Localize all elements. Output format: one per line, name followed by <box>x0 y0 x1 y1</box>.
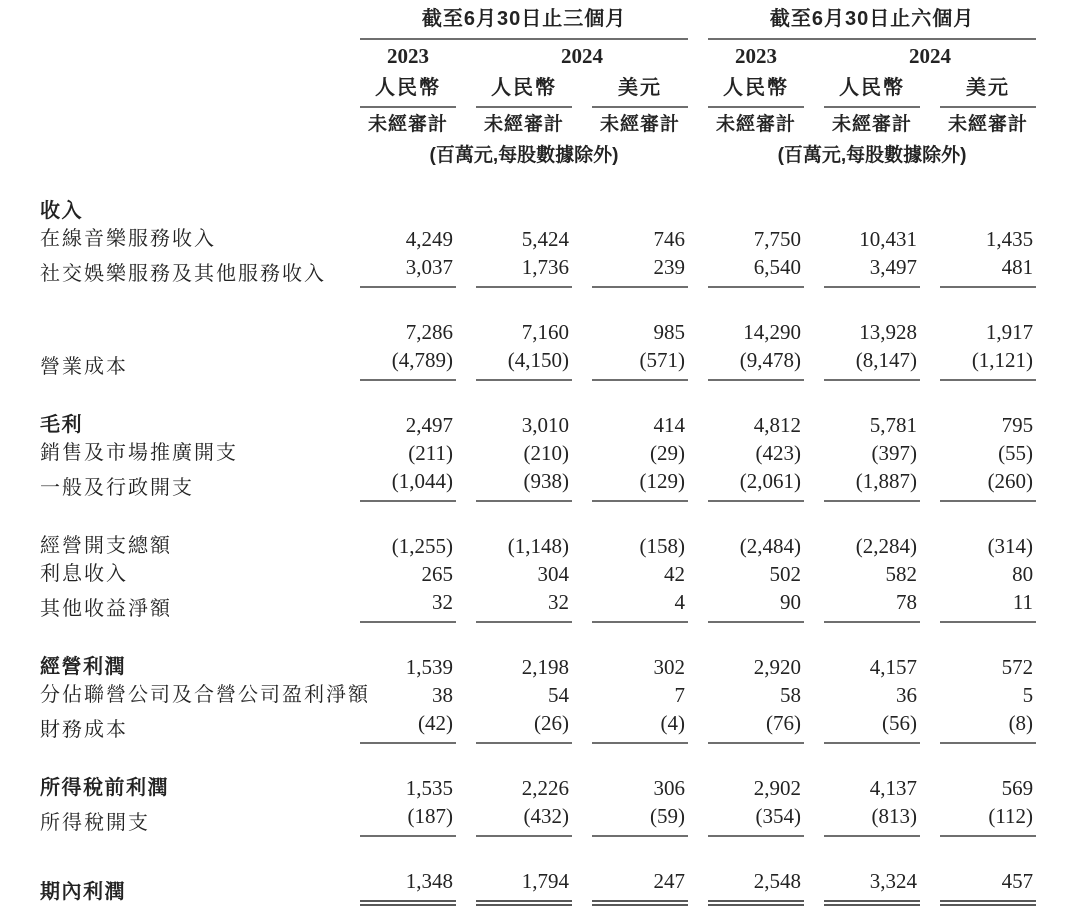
value-cell: 54 <box>548 683 569 707</box>
currency-label: 人民幣 <box>360 73 456 108</box>
table-row <box>40 318 1036 346</box>
value-cell: (432) <box>476 802 572 837</box>
value-cell: 7 <box>674 683 686 707</box>
value-cell: (8,147) <box>824 346 920 381</box>
value-cell: (397) <box>871 441 918 465</box>
value-cell: 78 <box>824 588 920 623</box>
value-cell: 1,535 <box>405 776 453 800</box>
value-cell: (354) <box>708 802 804 837</box>
row-label: 所得稅前利潤 <box>40 777 169 799</box>
header-spacer <box>40 6 340 40</box>
spacer-row <box>40 288 1036 318</box>
period-header-row <box>40 6 1036 40</box>
unit-note-3mo: (百萬元,每股數據除外) <box>429 145 619 166</box>
value-cell: (9,478) <box>708 346 804 381</box>
value-cell: 32 <box>476 588 572 623</box>
period-title-three-months: 截至6月30日止三個月 <box>360 6 688 40</box>
value-cell: (1,044) <box>360 467 456 502</box>
value-cell: (4,789) <box>360 346 456 381</box>
value-cell: 7,160 <box>521 320 569 344</box>
spacer-row <box>40 837 1036 867</box>
value-cell: (211) <box>408 441 453 465</box>
value-cell: 1,736 <box>476 253 572 288</box>
value-cell: 10,431 <box>859 227 918 251</box>
value-cell: (260) <box>940 467 1036 502</box>
value-cell: 247 <box>592 867 688 906</box>
value-cell: (29) <box>650 441 686 465</box>
value-cell: 3,010 <box>521 413 569 437</box>
table-body <box>40 171 1036 906</box>
audit-label: 未經審計 <box>716 114 797 135</box>
value-cell: 457 <box>940 867 1036 906</box>
table-row <box>40 653 1036 681</box>
table-row <box>40 560 1036 588</box>
currency-header-row <box>40 73 1036 108</box>
value-cell: 11 <box>940 588 1036 623</box>
value-cell: (423) <box>755 441 802 465</box>
table-row <box>40 709 1036 744</box>
header-spacer <box>40 141 340 171</box>
value-cell: 306 <box>653 776 686 800</box>
currency-label: 人民幣 <box>476 73 572 108</box>
audit-label: 未經審計 <box>832 114 913 135</box>
value-cell <box>940 197 1036 225</box>
income-statement-table <box>20 6 1056 906</box>
currency-label: 人民幣 <box>824 73 920 108</box>
value-cell: 1,917 <box>985 320 1034 344</box>
value-cell: (187) <box>360 802 456 837</box>
spacer-row <box>40 744 1036 774</box>
value-cell: 14,290 <box>743 320 802 344</box>
table-row <box>40 867 1036 906</box>
value-cell: 304 <box>537 562 569 586</box>
value-cell: 414 <box>653 413 686 437</box>
table-header <box>40 6 1036 171</box>
year-2024-6mo: 2024 <box>909 44 952 68</box>
currency-label: 美元 <box>940 73 1036 108</box>
value-cell: (210) <box>523 441 569 465</box>
value-cell: 90 <box>708 588 804 623</box>
value-cell: 5,781 <box>869 413 918 437</box>
value-cell: 1,539 <box>405 655 453 679</box>
value-cell: 13,928 <box>859 320 918 344</box>
value-cell: (42) <box>360 709 456 744</box>
value-cell: 2,198 <box>521 655 569 679</box>
value-cell: 38 <box>432 683 453 707</box>
table-row <box>40 532 1036 560</box>
value-cell: 1,435 <box>985 227 1034 251</box>
value-cell: (2,484) <box>739 534 802 558</box>
value-cell <box>592 197 688 225</box>
unit-note-6mo: (百萬元,每股數據除外) <box>777 145 967 166</box>
value-cell <box>476 197 572 225</box>
value-cell: (76) <box>708 709 804 744</box>
year-2024-3mo: 2024 <box>561 44 604 68</box>
value-cell: (938) <box>476 467 572 502</box>
value-cell: (4,150) <box>476 346 572 381</box>
table-row <box>40 802 1036 837</box>
header-spacer <box>40 40 340 73</box>
value-cell: 7,286 <box>405 320 453 344</box>
value-cell: 569 <box>1001 776 1034 800</box>
value-cell: (813) <box>824 802 920 837</box>
table-row <box>40 346 1036 381</box>
row-label: 經營開支總額 <box>40 535 172 557</box>
unit-note-row <box>40 141 1036 171</box>
value-cell: 985 <box>653 320 686 344</box>
value-cell: 265 <box>421 562 453 586</box>
table-row <box>40 467 1036 502</box>
value-cell: 4,137 <box>869 776 918 800</box>
value-cell: 502 <box>769 562 802 586</box>
value-cell <box>824 197 920 225</box>
value-cell: (2,061) <box>708 467 804 502</box>
value-cell: 3,037 <box>360 253 456 288</box>
currency-label: 美元 <box>592 73 688 108</box>
value-cell: (26) <box>476 709 572 744</box>
spacer-row <box>40 171 1036 197</box>
row-label: 營業成本 <box>40 356 128 378</box>
value-cell: (571) <box>592 346 688 381</box>
value-cell: 1,794 <box>476 867 572 906</box>
value-cell: (1,148) <box>507 534 569 558</box>
spacer-row <box>40 502 1036 532</box>
value-cell: (2,284) <box>855 534 918 558</box>
audit-label: 未經審計 <box>483 114 564 135</box>
value-cell: 5 <box>1022 683 1034 707</box>
table-row <box>40 588 1036 623</box>
value-cell: (1,255) <box>391 534 453 558</box>
value-cell: 80 <box>1012 562 1034 586</box>
value-cell: 582 <box>885 562 918 586</box>
period-title-six-months: 截至6月30日止六個月 <box>708 6 1036 40</box>
value-cell: (1,121) <box>940 346 1036 381</box>
value-cell: 4,157 <box>869 655 918 679</box>
row-label: 社交娛樂服務及其他服務收入 <box>40 263 326 285</box>
row-label: 所得稅開支 <box>40 812 150 834</box>
value-cell: (8) <box>940 709 1036 744</box>
value-cell: 2,548 <box>708 867 804 906</box>
value-cell: (55) <box>998 441 1034 465</box>
row-label: 一般及行政開支 <box>40 477 194 499</box>
audit-label: 未經審計 <box>367 114 448 135</box>
table-row <box>40 253 1036 288</box>
table-row <box>40 681 1036 709</box>
row-label: 分佔聯營公司及合營公司盈利淨額 <box>40 684 370 706</box>
value-cell: 481 <box>940 253 1036 288</box>
value-cell: 58 <box>780 683 802 707</box>
value-cell: 4 <box>592 588 688 623</box>
row-label: 期內利潤 <box>40 881 126 903</box>
value-cell: 6,540 <box>708 253 804 288</box>
value-cell: (4) <box>592 709 688 744</box>
value-cell: 2,226 <box>521 776 569 800</box>
value-cell <box>360 197 456 225</box>
value-cell <box>708 197 804 225</box>
value-cell: 4,812 <box>753 413 802 437</box>
value-cell: (59) <box>592 802 688 837</box>
spacer-row <box>40 623 1036 653</box>
audit-header-row <box>40 108 1036 141</box>
spacer-row <box>40 381 1036 411</box>
audit-label: 未經審計 <box>948 114 1029 135</box>
row-label: 收入 <box>40 200 83 222</box>
row-label: 利息收入 <box>40 563 128 585</box>
value-cell: (158) <box>639 534 686 558</box>
row-label: 財務成本 <box>40 719 128 741</box>
table-row <box>40 225 1036 253</box>
value-cell: (112) <box>940 802 1036 837</box>
table-row <box>40 774 1036 802</box>
value-cell: 2,902 <box>753 776 802 800</box>
value-cell: 302 <box>653 655 686 679</box>
row-label <box>40 318 340 346</box>
row-label: 經營利潤 <box>40 656 126 678</box>
audit-label: 未經審計 <box>600 114 681 135</box>
row-label: 毛利 <box>40 414 83 436</box>
row-label: 其他收益淨額 <box>40 598 172 620</box>
value-cell: 2,920 <box>753 655 802 679</box>
year-2023-6mo: 2023 <box>735 44 778 68</box>
row-label: 在線音樂服務收入 <box>40 228 216 250</box>
value-cell: 42 <box>664 562 686 586</box>
value-cell: 36 <box>896 683 918 707</box>
currency-label: 人民幣 <box>708 73 804 108</box>
value-cell: (129) <box>592 467 688 502</box>
value-cell: 7,750 <box>753 227 802 251</box>
value-cell: 746 <box>653 227 686 251</box>
value-cell: 3,324 <box>824 867 920 906</box>
header-spacer <box>40 73 340 108</box>
table-row <box>40 439 1036 467</box>
row-label: 銷售及市場推廣開支 <box>40 442 238 464</box>
value-cell: 2,497 <box>405 413 453 437</box>
value-cell: 1,348 <box>360 867 456 906</box>
value-cell: 3,497 <box>824 253 920 288</box>
value-cell: 572 <box>1001 655 1034 679</box>
table-row <box>40 411 1036 439</box>
value-cell: (56) <box>824 709 920 744</box>
value-cell: 5,424 <box>521 227 569 251</box>
value-cell: (1,887) <box>824 467 920 502</box>
value-cell: 4,249 <box>405 227 453 251</box>
value-cell: (314) <box>987 534 1034 558</box>
header-spacer <box>40 108 340 141</box>
table-row <box>40 197 1036 225</box>
value-cell: 239 <box>592 253 688 288</box>
value-cell: 32 <box>360 588 456 623</box>
value-cell: 795 <box>1001 413 1034 437</box>
year-header-row <box>40 40 1036 73</box>
year-2023-3mo: 2023 <box>387 44 429 68</box>
